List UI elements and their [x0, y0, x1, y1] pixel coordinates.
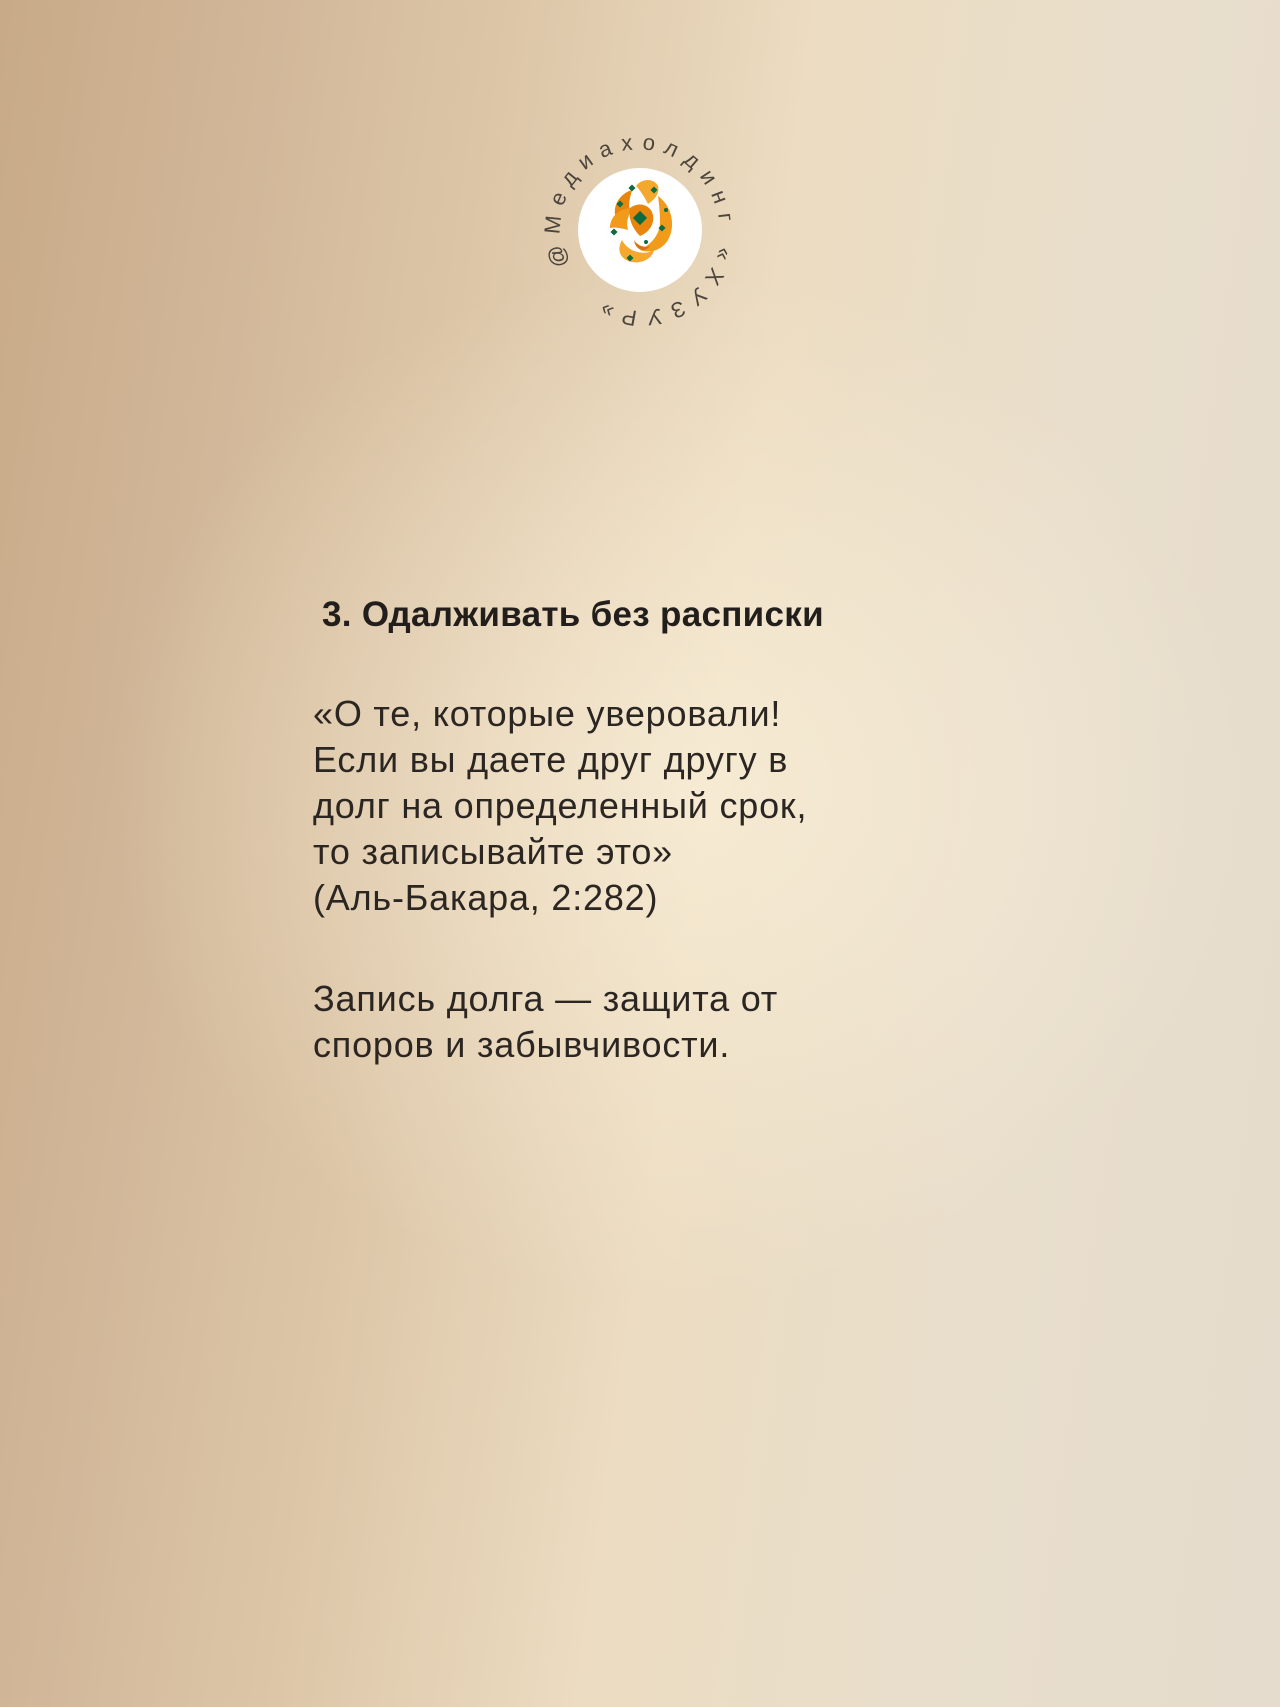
section-heading: 3. Одалживать без расписки: [322, 595, 824, 634]
quote-line: «О те, которые уверовали!: [313, 693, 782, 734]
quote-source: (Аль-Бакара, 2:282): [313, 877, 659, 918]
note-line: Запись долга — защита от: [313, 978, 779, 1019]
logo-ring-text: @Медиахолдинг «ХУЗУР»: [539, 128, 741, 332]
quote-line: долг на определенный срок,: [313, 785, 808, 826]
brand-logo-graphic: [490, 100, 790, 360]
green-dot: [644, 240, 648, 244]
note-line: споров и забывчивости.: [313, 1024, 731, 1065]
quote-line: Если вы даете друг другу в: [313, 739, 789, 780]
post-content: [313, 594, 824, 1068]
brand-logo: [490, 100, 790, 360]
quote-line: то записывайте это»: [313, 831, 673, 872]
green-dot: [664, 208, 668, 212]
